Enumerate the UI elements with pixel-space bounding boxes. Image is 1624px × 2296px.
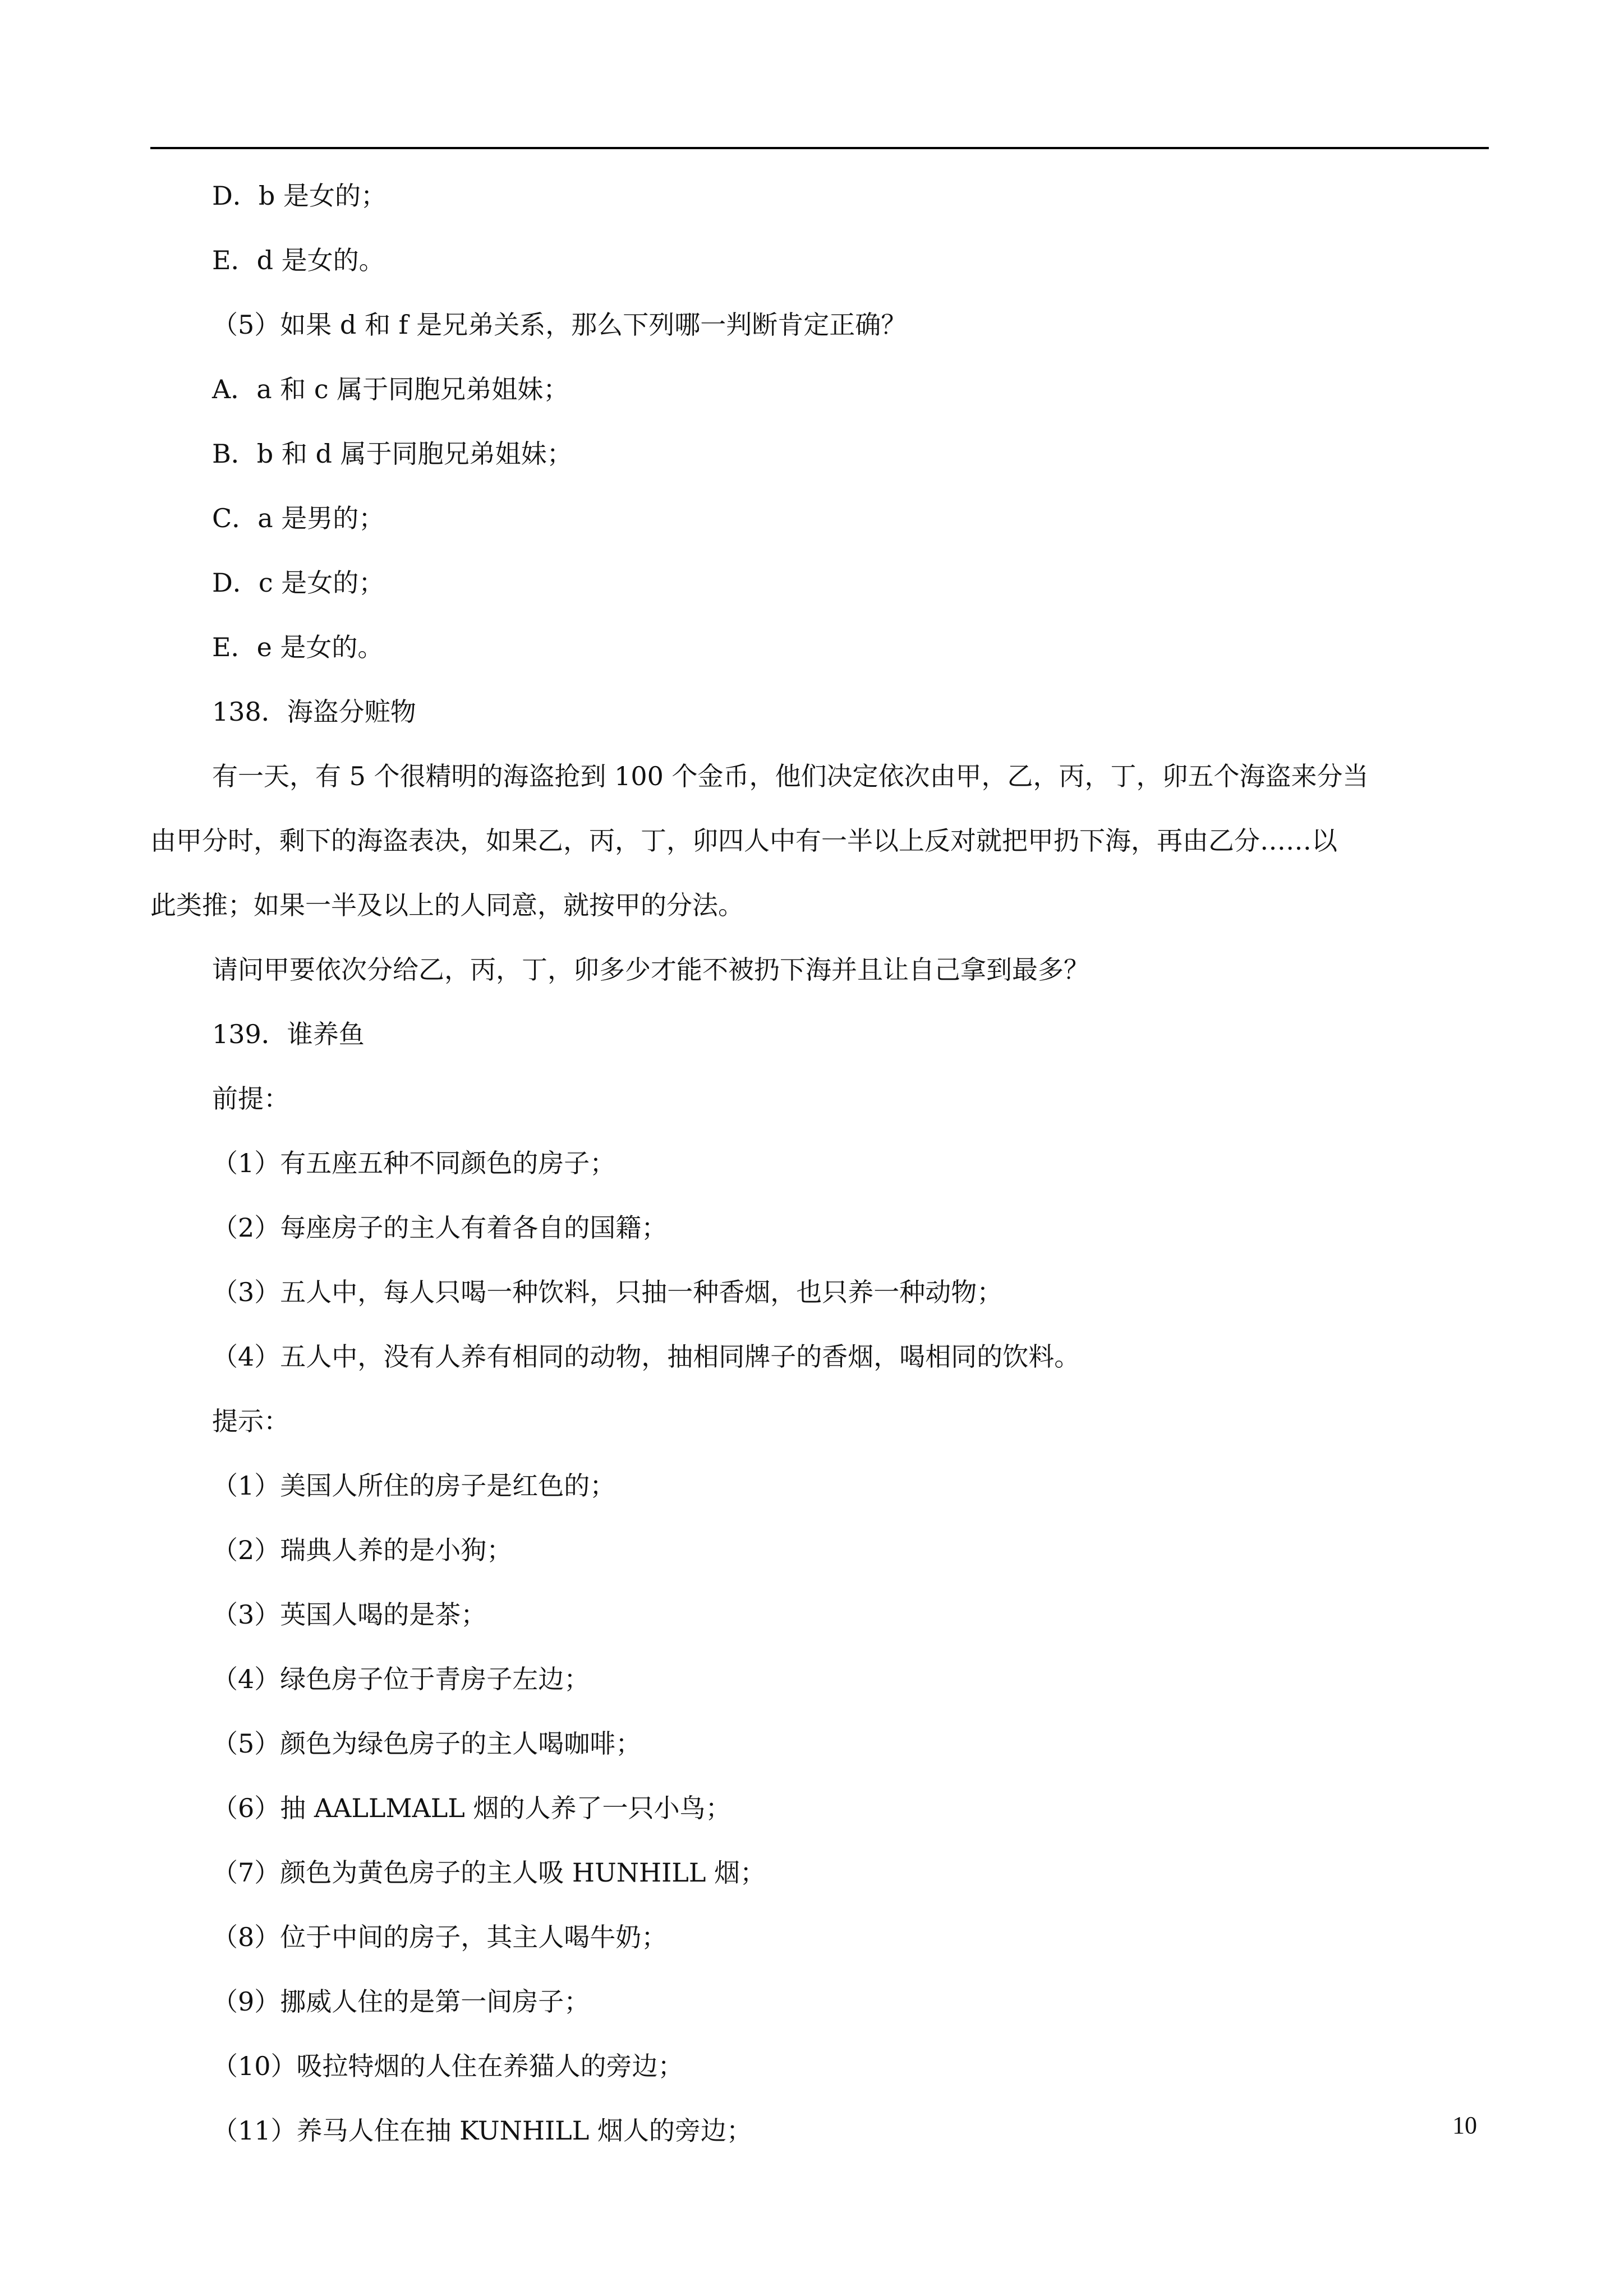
page-number: 10 xyxy=(1452,2111,1477,2139)
premise-3: （3）五人中，每人只喝一种饮料，只抽一种香烟，也只养一种动物； xyxy=(212,1277,1003,1307)
puzzle-138-paragraph xyxy=(150,744,1480,938)
premise-2: （2）每座房子的主人有着各自的国籍； xyxy=(212,1212,668,1243)
premise-4: （4）五人中，没有人养有相同的动物，抽相同牌子的香烟，喝相同的饮料。 xyxy=(212,1341,1080,1372)
paragraph-line: 有一天，有 5 个很精明的海盗抢到 100 个金币，他们决定依次由甲，乙，丙，丁，卯五个海盗来分当 xyxy=(212,761,1369,791)
hint-4: （4）绿色房子位于青房子左边； xyxy=(212,1664,590,1694)
hint-7: （7）颜色为黄色房子的主人吸 HUNHILL 烟； xyxy=(212,1857,766,1888)
hint-10: （10）吸拉特烟的人住在养猫人的旁边； xyxy=(212,2051,684,2081)
hint-9: （9）挪威人住的是第一间房子； xyxy=(212,1986,590,2017)
premise-heading: 前提： xyxy=(212,1084,289,1114)
page-content xyxy=(150,164,1480,2163)
puzzle-138-question: 请问甲要依次分给乙，丙，丁，卯多少才能不被扔下海并且让自己拿到最多？ xyxy=(212,955,1089,985)
hint-6: （6）抽 AALLMALL 烟的人养了一只小鸟； xyxy=(212,1793,732,1823)
option-a-a-c-siblings: A．a 和 c 属于同胞兄弟姐妹； xyxy=(212,374,569,404)
option-e-e-female: E．e 是女的。 xyxy=(212,632,384,662)
option-d-c-female: D．c 是女的； xyxy=(212,568,385,598)
hints-heading: 提示： xyxy=(212,1406,289,1436)
paragraph-line: 由甲分时，剩下的海盗表决，如果乙，丙，丁，卯四人中有一半以上反对就把甲扔下海，再由乙分……以 xyxy=(150,826,1337,856)
option-c-a-male: C．a 是男的； xyxy=(212,503,385,533)
option-e-d-female: E．d 是女的。 xyxy=(212,245,385,275)
puzzle-139-title: 139．谁养鱼 xyxy=(212,1019,365,1049)
hint-5: （5）颜色为绿色房子的主人喝咖啡； xyxy=(212,1728,642,1759)
hint-2: （2）瑞典人养的是小狗； xyxy=(212,1535,513,1565)
hint-8: （8）位于中间的房子，其主人喝牛奶； xyxy=(212,1922,668,1952)
question-5: （5）如果 d 和 f 是兄弟关系，那么下列哪一判断肯定正确？ xyxy=(212,310,907,340)
option-b-b-d-siblings: B．b 和 d 属于同胞兄弟姐妹； xyxy=(212,439,573,469)
hint-1: （1）美国人所住的房子是红色的； xyxy=(212,1470,616,1501)
option-d-b-female: D．b 是女的； xyxy=(212,181,387,211)
hint-3: （3）英国人喝的是茶； xyxy=(212,1599,487,1630)
puzzle-138-title: 138．海盗分赃物 xyxy=(212,697,416,727)
hint-11: （11）养马人住在抽 KUNHILL 烟人的旁边； xyxy=(212,2115,752,2146)
paragraph-line: 此类推；如果一半及以上的人同意，就按甲的分法。 xyxy=(150,890,744,920)
premise-1: （1）有五座五种不同颜色的房子； xyxy=(212,1148,616,1178)
header-rule xyxy=(150,147,1489,149)
